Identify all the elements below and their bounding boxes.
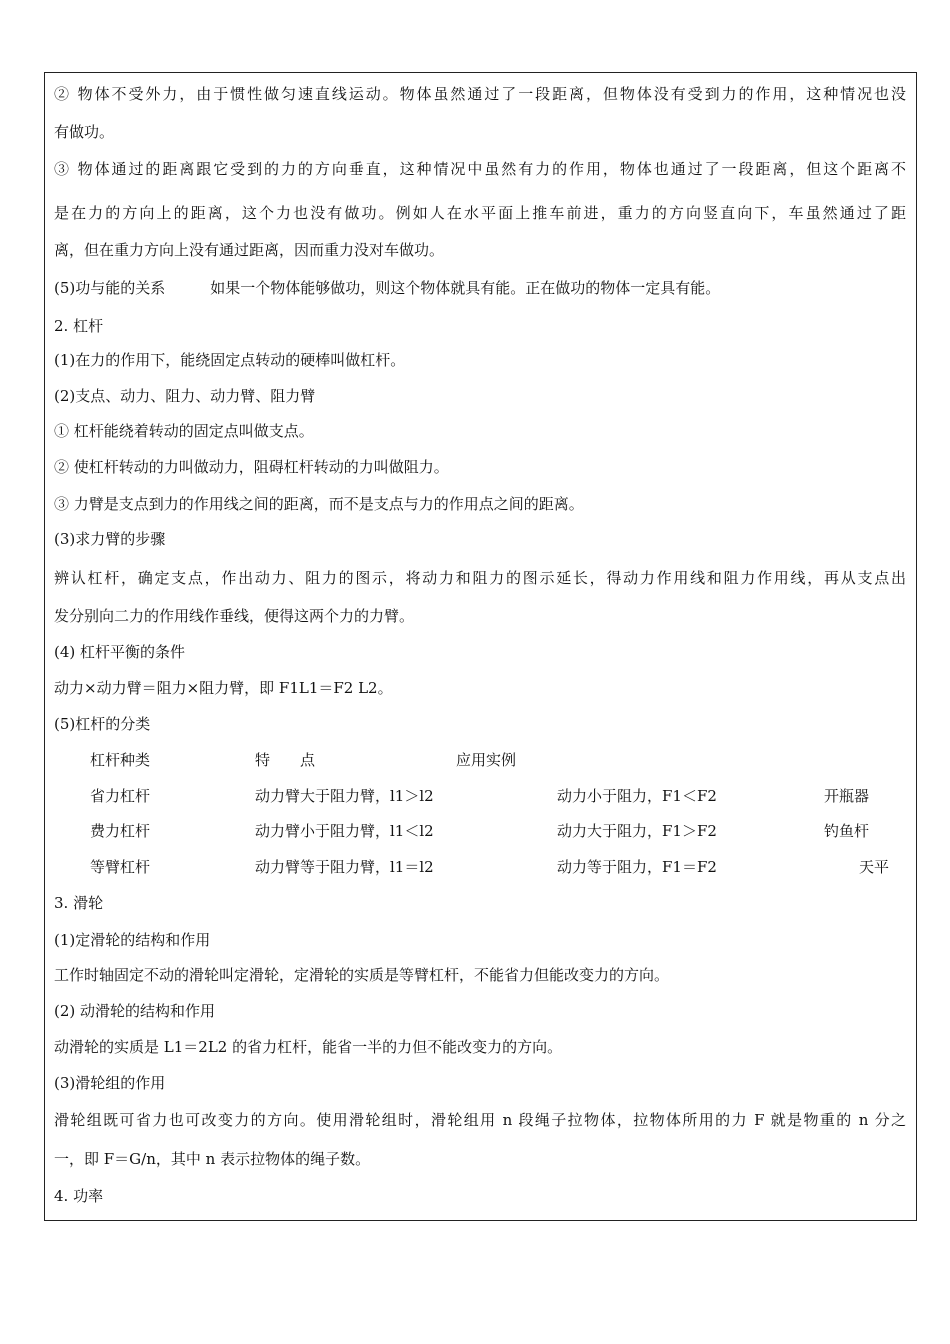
table-header-example: 应用实例 <box>456 751 517 769</box>
section-heading: 2. 杠杆 <box>54 317 104 335</box>
text-line: 动滑轮的实质是 L1＝2L2 的省力杠杆，能省一半的力但不能改变力的方向。 <box>54 1038 563 1056</box>
text-line: 离，但在重力方向上没有通过距离，因而重力没对车做功。 <box>54 241 445 259</box>
table-cell: 动力等于阻力，F1＝F2 <box>557 858 717 876</box>
table-cell: 省力杠杆 <box>90 787 151 805</box>
text-line: 工作时轴固定不动的滑轮叫定滑轮，定滑轮的实质是等臂杠杆，不能省力但能改变力的方向。 <box>54 966 670 984</box>
text-line: ③ 物体通过的距离跟它受到的力的方向垂直，这种情况中虽然有力的作用，物体也通过了一段距离，但这个距离不 <box>54 160 906 178</box>
text-line: (4) 杠杆平衡的条件 <box>54 643 186 661</box>
table-cell: 天平 <box>859 858 890 876</box>
table-cell: 费力杠杆 <box>90 822 151 840</box>
text-line: (5)杠杆的分类 <box>54 715 151 733</box>
text-line: (5)功与能的关系 如果一个物体能够做功，则这个物体就具有能。正在做功的物体一定具有能。 <box>54 279 721 297</box>
text-line: (1)定滑轮的结构和作用 <box>54 931 211 949</box>
text-line: 动力×动力臂＝阻力×阻力臂，即 F1L1＝F2 L2。 <box>54 679 393 697</box>
table-cell: 动力臂等于阻力臂，l1＝l2 <box>255 858 434 876</box>
text-line: ③ 力臂是支点到力的作用线之间的距离，而不是支点与力的作用点之间的距离。 <box>54 495 584 513</box>
table-header-feature: 特 点 <box>255 751 316 769</box>
table-cell: 等臂杠杆 <box>90 858 151 876</box>
table-cell: 动力臂大于阻力臂，l1＞l2 <box>255 787 434 805</box>
text-line: 是在力的方向上的距离，这个力也没有做功。例如人在水平面上推车前进，重力的方向竖直向下，车虽然通过了距 <box>54 204 906 222</box>
text-line: (2)支点、动力、阻力、动力臂、阻力臂 <box>54 387 316 405</box>
text-line: 一，即 F＝G/n，其中 n 表示拉物体的绳子数。 <box>54 1150 371 1168</box>
table-cell: 动力大于阻力，F1＞F2 <box>557 822 717 840</box>
table-header-type: 杠杆种类 <box>90 751 151 769</box>
text-line: (3)滑轮组的作用 <box>54 1074 166 1092</box>
table-cell: 动力臂小于阻力臂，l1＜l2 <box>255 822 434 840</box>
section-heading: 4. 功率 <box>54 1187 104 1205</box>
text-line: ② 使杠杆转动的力叫做动力，阻碍杠杆转动的力叫做阻力。 <box>54 458 449 476</box>
text-line: 有做功。 <box>54 123 115 141</box>
text-line: 滑轮组既可省力也可改变力的方向。使用滑轮组时，滑轮组用 n 段绳子拉物体，拉物体所用的力 F 就是物重的 n 分之 <box>54 1111 906 1129</box>
table-cell: 动力小于阻力，F1＜F2 <box>557 787 717 805</box>
text-line: 辨认杠杆，确定支点，作出动力、阻力的图示，将动力和阻力的图示延长，得动力作用线和阻力作用线，再从支点出 <box>54 569 906 587</box>
text-line: (3)求力臂的步骤 <box>54 530 166 548</box>
table-cell: 开瓶器 <box>824 787 870 805</box>
text-line: 发分别向二力的作用线作垂线，便得这两个力的力臂。 <box>54 607 415 625</box>
text-line: (2) 动滑轮的结构和作用 <box>54 1002 216 1020</box>
table-cell: 钓鱼杆 <box>824 822 870 840</box>
section-heading: 3. 滑轮 <box>54 894 104 912</box>
text-line: ② 物体不受外力，由于惯性做匀速直线运动。物体虽然通过了一段距离，但物体没有受到力的作用，这种情况也没 <box>54 85 906 103</box>
text-line: (1)在力的作用下，能绕固定点转动的硬棒叫做杠杆。 <box>54 351 406 369</box>
text-line: ① 杠杆能绕着转动的固定点叫做支点。 <box>54 422 314 440</box>
